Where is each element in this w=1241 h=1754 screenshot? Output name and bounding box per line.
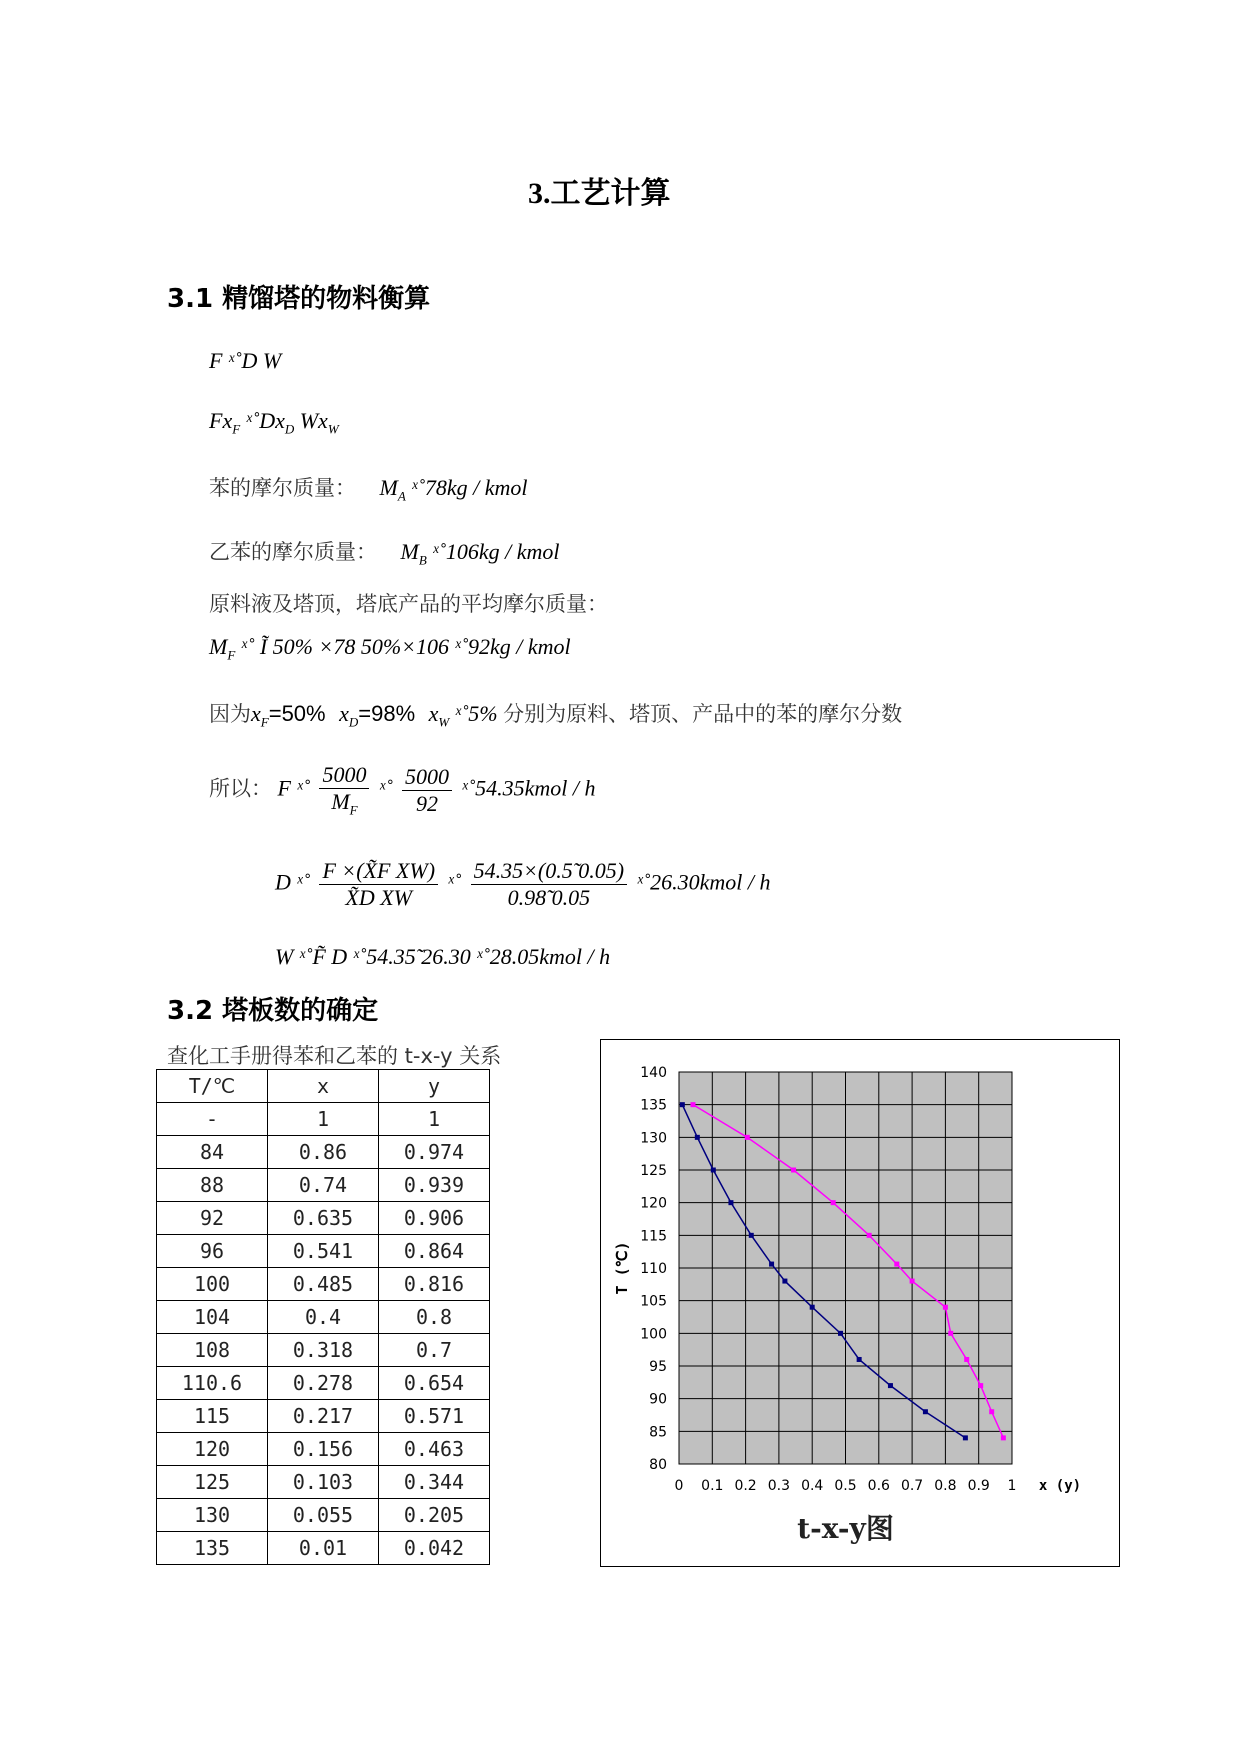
table-row xyxy=(157,1169,490,1202)
cell-x: 0.4 xyxy=(268,1301,379,1334)
cell-x: 0.278 xyxy=(268,1367,379,1400)
table-row xyxy=(157,1202,490,1235)
table-row xyxy=(157,1301,490,1334)
y-tick-label: 105 xyxy=(640,1293,667,1310)
x-tick-label: 0.8 xyxy=(934,1478,957,1494)
cell-x: 0.156 xyxy=(268,1433,379,1466)
bottoms-flow-equation: W ˣ˚F̃ D ˣ˚54.35̃ 26.30 ˣ˚28.05kmol / h xyxy=(275,944,611,969)
data-point xyxy=(711,1168,716,1173)
data-point xyxy=(791,1168,796,1173)
y-tick-label: 115 xyxy=(640,1228,667,1245)
table-row xyxy=(157,1532,490,1565)
data-point xyxy=(910,1279,915,1284)
cell-temperature: 100 xyxy=(157,1268,268,1301)
equation-component-balance: $Fx_F$ $ˣ˚Dx_D$ $Wx_W$ xyxy=(209,408,339,437)
table-row xyxy=(157,1103,490,1136)
cell-x: 0.01 xyxy=(268,1532,379,1565)
cell-x: 1 xyxy=(268,1103,379,1136)
data-point xyxy=(728,1200,733,1205)
data-point xyxy=(810,1305,815,1310)
chart-title: t-x-y图 xyxy=(797,1512,894,1545)
table-row xyxy=(157,1466,490,1499)
cell-x: 0.055 xyxy=(268,1499,379,1532)
ethylbenzene-molar-mass: 乙苯的摩尔质量： $M_B$ ˣ˚106kg / kmol xyxy=(209,539,560,568)
cell-y: 0.205 xyxy=(379,1499,490,1532)
cell-y: 1 xyxy=(379,1103,490,1136)
y-tick-label: 110 xyxy=(640,1261,667,1277)
data-point xyxy=(831,1200,836,1205)
txy-chart xyxy=(600,1039,1120,1567)
cell-y: 0.571 xyxy=(379,1400,490,1433)
cell-x: 0.217 xyxy=(268,1400,379,1433)
table-caption: 查化工手册得苯和乙苯的 t-x-y 关系 xyxy=(167,1044,502,1068)
cell-x: 0.541 xyxy=(268,1235,379,1268)
cell-y: 0.7 xyxy=(379,1334,490,1367)
x-tick-label: 1 xyxy=(1007,1478,1017,1494)
x-tick-label: 0.9 xyxy=(967,1478,990,1494)
x-axis-label: x (y) xyxy=(1038,1478,1082,1494)
x-tick-label: 0.1 xyxy=(701,1478,724,1494)
mole-fraction-statement: 因为$x_F=50\%$ $x_D=98\%$ $x_W$ ˣ˚5% 分别为原料、塔顶、产品中的苯的摩尔分数 xyxy=(209,701,903,730)
cell-temperature: 115 xyxy=(157,1400,268,1433)
data-point xyxy=(838,1331,843,1336)
data-point xyxy=(867,1233,872,1238)
data-point xyxy=(888,1383,893,1388)
x-tick-label: 0.4 xyxy=(801,1478,824,1494)
cell-temperature: 104 xyxy=(157,1301,268,1334)
cell-temperature: 110.6 xyxy=(157,1367,268,1400)
table-row xyxy=(157,1136,490,1169)
y-tick-label: 140 xyxy=(640,1065,667,1081)
cell-temperature: 92 xyxy=(157,1202,268,1235)
data-point xyxy=(745,1135,750,1140)
x-tick-label: 0.6 xyxy=(867,1478,890,1494)
y-tick-label: 90 xyxy=(649,1391,667,1408)
data-point xyxy=(948,1331,953,1336)
feed-flow-equation: 所以： F ˣ˚ $\frac{5000}{M_F}$ ˣ˚ $\frac{5000}{92}$ ˣ˚54.35kmol / h xyxy=(209,762,596,818)
table-row xyxy=(157,1235,490,1268)
data-point xyxy=(989,1409,994,1414)
cell-y: 0.654 xyxy=(379,1367,490,1400)
cell-y: 0.974 xyxy=(379,1136,490,1169)
header-x: x xyxy=(268,1070,379,1103)
cell-x: 0.86 xyxy=(268,1136,379,1169)
cell-x: 0.103 xyxy=(268,1466,379,1499)
y-axis-label: T (℃) xyxy=(613,1241,631,1295)
cell-x: 0.635 xyxy=(268,1202,379,1235)
cell-x: 0.74 xyxy=(268,1169,379,1202)
header-temperature: T/℃ xyxy=(157,1070,268,1103)
cell-temperature: 125 xyxy=(157,1466,268,1499)
y-tick-label: 80 xyxy=(649,1457,667,1473)
data-point xyxy=(1001,1435,1006,1440)
cell-y: 0.344 xyxy=(379,1466,490,1499)
cell-temperature: 84 xyxy=(157,1136,268,1169)
feed-molar-mass-equation: $M_F$ ˣ˚ Ĩ 50% ×78 50%×106 ˣ˚92kg / kmol xyxy=(209,634,571,663)
header-y: y xyxy=(379,1070,490,1103)
x-tick-label: 0 xyxy=(674,1478,684,1494)
data-point xyxy=(680,1102,685,1107)
cell-y: 0.816 xyxy=(379,1268,490,1301)
table-row xyxy=(157,1334,490,1367)
data-point xyxy=(964,1357,969,1362)
table-row xyxy=(157,1433,490,1466)
y-tick-label: 100 xyxy=(640,1326,667,1343)
data-point xyxy=(943,1305,948,1310)
benzene-molar-mass: 苯的摩尔质量： $M_A$ ˣ˚78kg / kmol xyxy=(209,475,528,504)
y-tick-label: 120 xyxy=(640,1195,667,1212)
cell-y: 0.864 xyxy=(379,1235,490,1268)
table-row xyxy=(157,1367,490,1400)
y-tick-label: 85 xyxy=(649,1424,667,1441)
data-point xyxy=(923,1409,928,1414)
table-row xyxy=(157,1268,490,1301)
cell-x: 0.318 xyxy=(268,1334,379,1367)
y-tick-label: 125 xyxy=(640,1163,667,1179)
x-tick-label: 0.2 xyxy=(734,1478,757,1494)
table-header-row xyxy=(157,1070,490,1103)
cell-temperature: 108 xyxy=(157,1334,268,1367)
cell-temperature: 130 xyxy=(157,1499,268,1532)
data-point xyxy=(894,1262,899,1267)
data-point xyxy=(782,1279,787,1284)
cell-y: 0.939 xyxy=(379,1169,490,1202)
cell-temperature: 135 xyxy=(157,1532,268,1565)
equation-material-balance: F ˣ˚D W xyxy=(209,348,282,373)
data-point xyxy=(963,1435,968,1440)
cell-y: 0.463 xyxy=(379,1433,490,1466)
data-point xyxy=(857,1357,862,1362)
table-row xyxy=(157,1400,490,1433)
table-row xyxy=(157,1499,490,1532)
cell-temperature: 88 xyxy=(157,1169,268,1202)
cell-temperature: - xyxy=(157,1103,268,1136)
x-tick-label: 0.3 xyxy=(767,1478,791,1494)
txy-data-table xyxy=(156,1069,490,1565)
data-point xyxy=(690,1102,695,1107)
data-point xyxy=(769,1262,774,1267)
cell-temperature: 96 xyxy=(157,1235,268,1268)
y-tick-label: 95 xyxy=(649,1359,667,1375)
cell-x: 0.485 xyxy=(268,1268,379,1301)
cell-y: 0.8 xyxy=(379,1301,490,1334)
x-tick-label: 0.7 xyxy=(900,1478,924,1494)
cell-temperature: 120 xyxy=(157,1433,268,1466)
section-heading-3-1: 3.1 精馏塔的物料衡算 xyxy=(167,284,431,314)
section-heading-3-2: 3.2 塔板数的确定 xyxy=(167,996,379,1026)
page-title: 3.工艺计算 xyxy=(528,177,671,210)
distillate-flow-equation: D ˣ˚ $\frac{\text{F ×(X̃F XW)}}{\text{X̃D XW}}$ ˣ˚ $\frac{54.35\times(0.5̃ 0.05)}{0.98̃ 0.05}$ ˣ˚26.30kmol / h xyxy=(275,858,771,910)
y-tick-label: 135 xyxy=(640,1097,667,1114)
cell-y: 0.042 xyxy=(379,1532,490,1565)
y-tick-label: 130 xyxy=(640,1130,667,1147)
data-point xyxy=(749,1233,754,1238)
average-molar-mass-label: 原料液及塔顶，塔底产品的平均摩尔质量： xyxy=(209,592,608,616)
cell-y: 0.906 xyxy=(379,1202,490,1235)
txy-chart-svg xyxy=(601,1040,1119,1566)
data-point xyxy=(978,1383,983,1388)
x-tick-label: 0.5 xyxy=(834,1478,857,1494)
data-point xyxy=(695,1135,700,1140)
